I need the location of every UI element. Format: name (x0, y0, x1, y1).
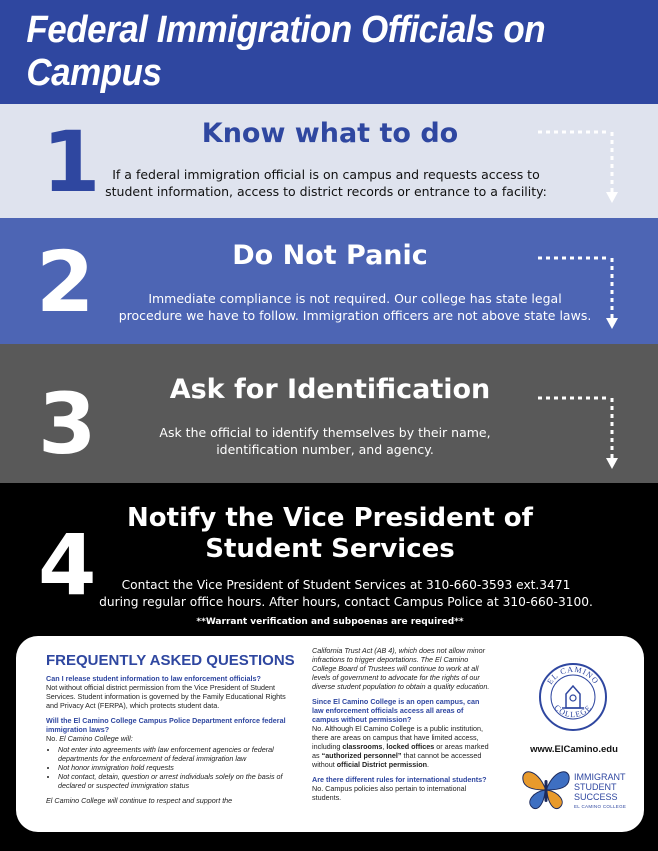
step-1-panel (0, 104, 658, 218)
step-3-title: Ask for Identification (169, 374, 491, 405)
faq-text: or areas marked as (312, 742, 489, 760)
faq-card (16, 636, 644, 832)
faq-trust-text: El Camino College will continue to respect and support the (46, 796, 233, 805)
butterfly-icon (519, 766, 573, 812)
faq-answer: California Trust Act (AB 4), which does not allow minor infractions to trigger deportations. The El Camino College Board of Trustees will continue to work at all levels of government to advocate for the rights of our diverse student population to obtain a quality education. (312, 646, 490, 691)
seal-top-text: EL CAMINO (545, 664, 601, 687)
faq-text: that cannot be accessed without (312, 751, 482, 769)
step-2-body (110, 290, 600, 324)
el-camino-college-seal-logo (538, 662, 608, 732)
faq-bold: official District permission (336, 760, 428, 769)
step-4-panel (0, 483, 658, 851)
faq-question: Since El Camino College is an open campus, can law enforcement officials access all areas of campus without permission? (312, 697, 480, 724)
step-1-title: Know what to do (201, 118, 459, 149)
step-4-title-line-1: Notify the Vice President of (127, 503, 533, 533)
immigrant-student-success-wordmark (574, 772, 626, 802)
flyer-title: Federal Immigration Officials on Campus (26, 9, 546, 94)
svg-text:COLLEGE (552, 703, 593, 719)
faq-answer: Not without official district permission from the Vice President of Student Services. Student information is governed by the Family Educational Rights and Privacy Act (FERPA), which protects student data. (46, 683, 286, 710)
step-3-body-line-2: identification number, and agency. (216, 442, 434, 457)
program-line-2: STUDENT (574, 782, 617, 792)
faq-bullet-list (46, 745, 296, 790)
program-line-1: IMMIGRANT (574, 772, 626, 782)
faq-question: Will the El Camino College Campus Police Department enforce federal immigration laws? (46, 716, 286, 734)
faq-heading: FREQUENTLY ASKED QUESTIONS (46, 652, 295, 669)
step-3-panel (0, 344, 658, 483)
step-4-body-line-2: during regular office hours. After hours, contact Campus Police at 310-660-3100. (99, 595, 593, 609)
dotted-arrow-down-icon (536, 128, 620, 208)
step-1-body-line-2: student information, access to district records or entrance to a facility: (105, 184, 547, 199)
step-3-number: 3 (38, 375, 97, 473)
faq-answer (46, 796, 296, 805)
faq-answer (46, 734, 296, 743)
dotted-arrow-down-icon (536, 394, 620, 474)
step-3-body-line-1: Ask the official to identify themselves by their name, (159, 425, 491, 440)
faq-text: . (427, 760, 430, 769)
faq-question: Are there different rules for international students? (312, 775, 487, 784)
step-1-body-line-1: If a federal immigration official is on campus and requests access to (112, 167, 540, 182)
faq-column-right (312, 646, 492, 808)
faq-bold: locked offices (386, 742, 435, 751)
faq-answer-italic: El Camino College will: (59, 734, 133, 743)
dotted-arrow-down-icon (536, 254, 620, 334)
faq-answer (312, 724, 492, 769)
step-2-body-line-2: procedure we have to follow. Immigration officers are not above state laws. (118, 308, 592, 323)
faq-answer: No. Campus policies also pertain to international students. (312, 784, 467, 802)
step-4-title (110, 503, 550, 565)
program-subtitle: EL CAMINO COLLEGE (574, 804, 627, 809)
faq-column-left (46, 674, 296, 811)
step-4-number: 4 (38, 516, 97, 614)
step-2-body-line-1: Immediate compliance is not required. Our college has state legal (148, 291, 562, 306)
flyer-header (0, 0, 658, 104)
step-2-panel (0, 218, 658, 344)
website-url: www.ElCamino.edu (530, 744, 618, 755)
step-4-title-line-2: Student Services (205, 534, 455, 564)
faq-answer-lead: No. (46, 734, 58, 743)
step-2-title: Do Not Panic (232, 240, 428, 271)
program-line-3: SUCCESS (574, 792, 618, 802)
list-item: • Not enter into agreements with law enforcement agencies or federal departments for the enforcement of federal immigration law (58, 745, 296, 763)
faq-text: No. Although El Camino College is a public institution, there are areas on campus that have limited access, including (312, 724, 483, 751)
warrant-note: **Warrant verification and subpoenas are required** (196, 617, 464, 627)
list-item: • Not contact, detain, question or arrest individuals solely on the basis of declared or suspected immigration status (58, 772, 296, 790)
faq-question: Can I release student information to law enforcement officials? (46, 674, 261, 683)
step-4-body-line-1: Contact the Vice President of Student Services at 310-660-3593 ext.3471 (121, 578, 571, 592)
step-1-number: 1 (42, 113, 101, 211)
faq-bold: classrooms (342, 742, 383, 751)
faq-text: , (382, 742, 387, 751)
step-2-number: 2 (36, 233, 95, 331)
step-4-body (86, 577, 606, 611)
list-item: • Not honor immigration hold requests (58, 763, 296, 772)
step-3-body (130, 424, 520, 458)
step-1-body (96, 166, 556, 200)
seal-bottom-text: COLLEGE (552, 703, 594, 720)
faq-bold: “authorized personnel” (321, 751, 402, 760)
